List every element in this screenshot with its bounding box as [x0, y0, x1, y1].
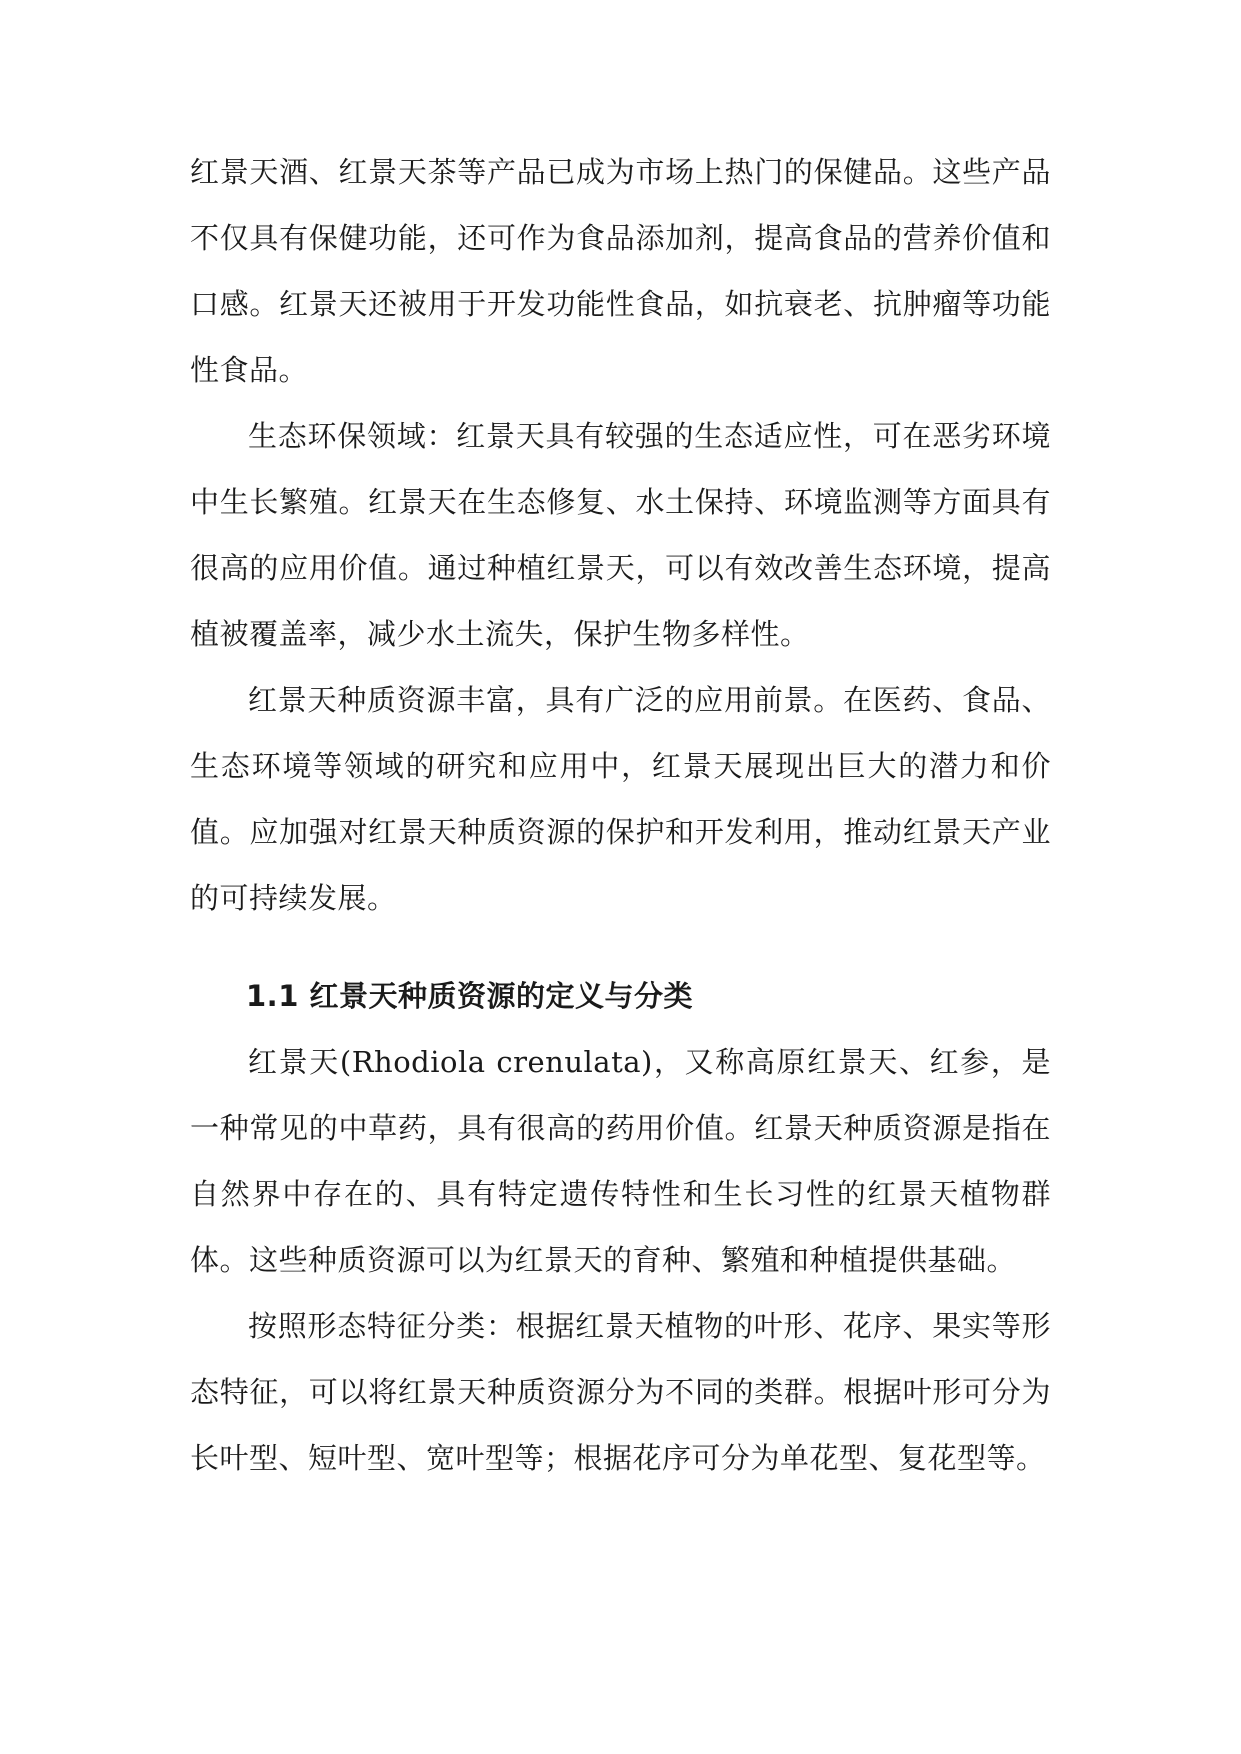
- body-paragraph: 红景天酒、红景天茶等产品已成为市场上热门的保健品。这些产品不仅具有保健功能，还可作为食品添加剂，提高食品的营养价值和口感。红景天还被用于开发功能性食品，如抗衰老、抗肿瘤等功能性食品。: [190, 155, 1051, 387]
- body-paragraph: 按照形态特征分类：根据红景天植物的叶形、花序、果实等形态特征，可以将红景天种质资源分为不同的类群。根据叶形可分为长叶型、短叶型、宽叶型等；根据花序可分为单花型、复花型等。: [190, 1309, 1051, 1475]
- body-paragraph: 红景天(Rhodiola crenulata)，又称高原红景天、红参，是一种常见的中草药，具有很高的药用价值。红景天种质资源是指在自然界中存在的、具有特定遗传特性和生长习性的红景天植物群体。这些种质资源可以为红景天的育种、繁殖和种植提供基础。: [190, 1045, 1051, 1277]
- body-paragraph: 红景天种质资源丰富，具有广泛的应用前景。在医药、食品、生态环境等领域的研究和应用中，红景天展现出巨大的潜力和价值。应加强对红景天种质资源的保护和开发利用，推动红景天产业的可持续发展。: [190, 683, 1051, 915]
- body-paragraph: 生态环保领域：红景天具有较强的生态适应性，可在恶劣环境中生长繁殖。红景天在生态修复、水土保持、环境监测等方面具有很高的应用价值。通过种植红景天，可以有效改善生态环境，提高植被覆盖率，减少水土流失，保护生物多样性。: [190, 419, 1051, 651]
- section-heading: 1.1 红景天种质资源的定义与分类: [246, 979, 693, 1013]
